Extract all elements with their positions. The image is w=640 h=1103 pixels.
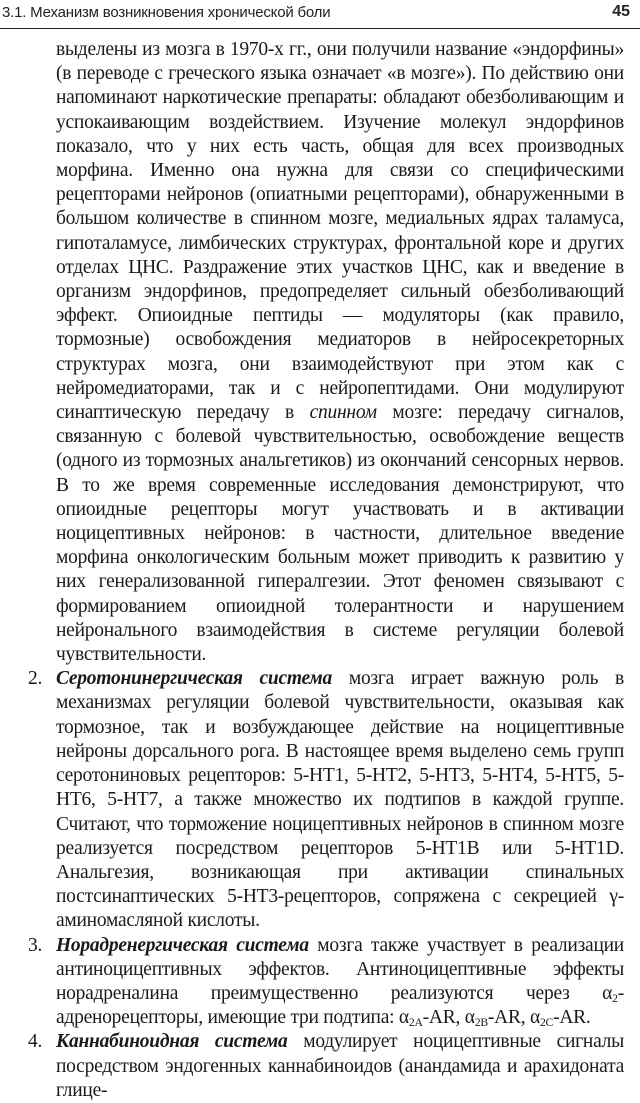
paragraph-text-2: мозге: передачу сигналов, связанную с болевой чувствительностью, освобождение веществ (одного из тормозных анальгетиков) из окончаний сенсорных нервов. В то же время современные исследования демонстрируют, что опиоидные рецепторы могут участвовать и в активации ноцицептивных нейронов: в частности, длительное введение морфина онкологическим больным может приводить к развитию у них генерализованной гипералгезии. Этот феномен связывают с формированием опиоидной толерантности и нарушением нейронального взаимодействия в системе регуляции болевой чувствительности. [56,402,624,666]
list-marker: 3. [28,934,43,956]
list-item-serotonin [28,667,624,933]
term-serotonin: Серотонинергическая система [56,668,333,690]
continuation-paragraph [56,38,624,667]
page-body [28,38,624,1103]
paragraph-emphasis: спинном [309,402,377,424]
page-number: 45 [612,3,630,20]
list-item-noradrenaline [28,934,624,1031]
subscript: 2B [474,1016,488,1030]
running-header [0,0,640,29]
list-item-cannabinoid [28,1030,624,1103]
item-text: мозга играет важную роль в механизмах регуляции болевой чувствительности, оказывая как тормозное, так и возбуждающее действие на ноцицептивные нейроны дорсального рога. В настоящее время выделено семь групп серотониновых рецепторов: 5-HT1, 5-HT2, 5-HT3, 5-HT4, 5-HT5, 5-HT6, 5-HT7, а также множество их подтипов в каждой группе. Считают, что торможение ноцицептивных нейронов в спинном мозге реализуется посредством рецепторов 5-HT1B или 5-HT1D. Анальгезия, возникающая при активации спинальных постсинаптических 5-HT3-рецепторов, сопряжена с секрецией γ-аминомасляной кислоты. [56,668,624,932]
subscript: 2A [408,1016,423,1030]
item-text: -AR. [553,1007,591,1029]
item-text: -AR, α [422,1007,475,1029]
section-title: 3.1. Механизм возникновения хронической боли [2,4,331,21]
item-text: мозга также участвует в реализации антиноцицептивных эффектов. Антиноцицептивные эффекты норадреналина преимущественно реализуются через α [56,934,624,1004]
subscript: 2 [612,991,618,1005]
item-text: -адренорецепторы, имеющие три подтипа: α [56,982,624,1029]
subscript: 2C [539,1016,554,1030]
item-text: -AR, α [487,1007,540,1029]
list-marker: 4. [28,1031,43,1053]
item-text: модулирует ноцицептивные сигналы посредством эндогенных каннабиноидов (анандамида и арахидоната глице- [56,1031,624,1101]
term-cannabinoid: Каннабиноидная система [56,1031,288,1053]
numbered-list [28,667,624,1103]
term-noradrenaline: Норадренергическая система [56,934,309,956]
paragraph-text-1: выделены из мозга в 1970-х гг., они получили название «эндорфины» (в переводе с греческого языка означает «в мозге»). По действию они напоминают наркотические препараты: обладают обезболивающим и успокаивающим воздействием. Изучение молекул эндорфинов показало, что у них есть часть, общая для всех производных морфина. Именно она нужна для связи со специфическими рецепторами нейронов (опиатными рецепторами), обнаруженными в большом количестве в спинном мозге, медиальных ядрах таламуса, гипоталамусе, лимбических структурах, фронтальной коре и других отделах ЦНС. Раздражение этих участков ЦНС, как и введение в организм эндорфинов, предопределяет сильный обезболивающий эффект. Опиоидные пептиды — модуляторы (как правило, тормозные) освобождения медиаторов в нейросекреторных структурах мозга, они взаимодействуют при этом как с нейромедиаторами, так и с нейропептидами. Они модулируют синаптическую передачу в [56,39,624,424]
list-marker: 2. [28,668,43,690]
